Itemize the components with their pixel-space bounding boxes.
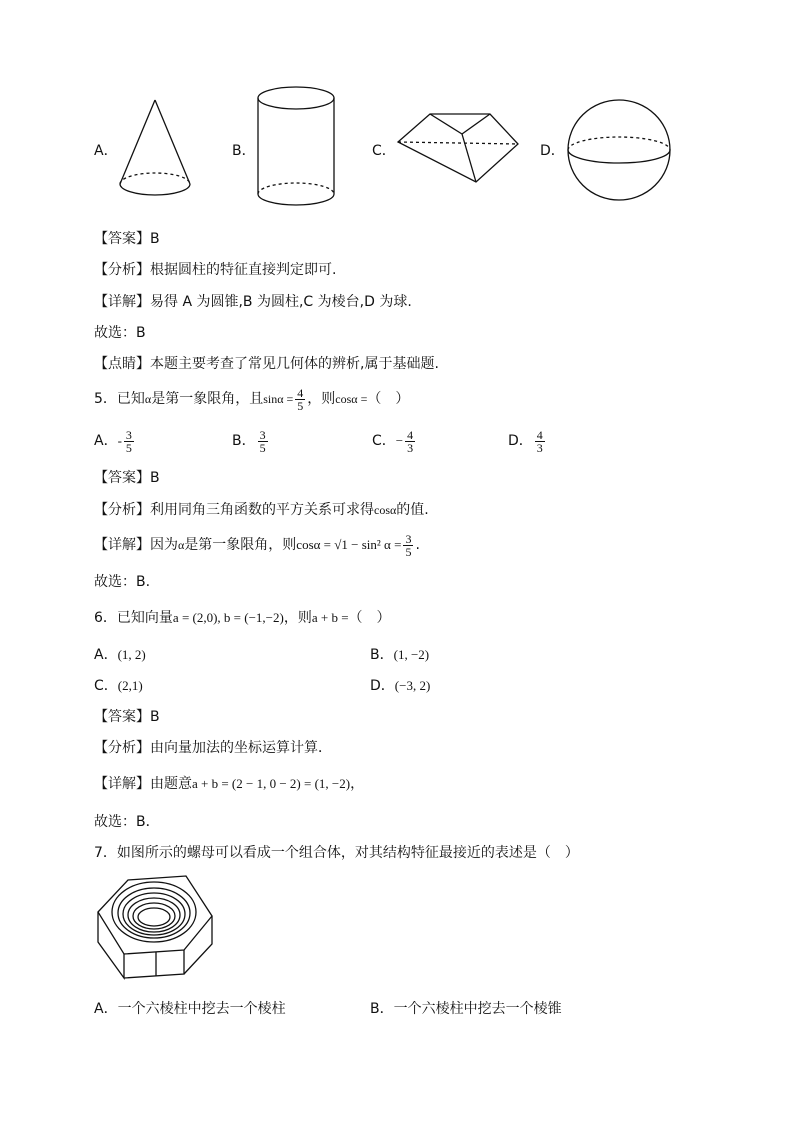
frustum-figure xyxy=(392,108,522,188)
q5-option-c: C．− $\frac{4}{3}$ xyxy=(372,427,414,455)
q5-option-d: D． $\frac{4}{3}$ xyxy=(508,427,543,455)
cylinder-figure xyxy=(252,84,342,214)
cone-figure xyxy=(112,96,200,200)
q6-option-b: B．(1, −2) xyxy=(370,647,430,663)
q6-stem: 6．已知向量a = (2,0), b = (−1,−2)，则a + b =（ ） xyxy=(94,610,391,626)
q6-detail: 【详解】由题意a + b = (2 − 1, 0 − 2) = (1, −2)， xyxy=(94,776,365,792)
q6-option-a: A．(1, 2) xyxy=(94,647,146,663)
q6-choose: 故选：B． xyxy=(94,814,160,830)
option-b-label: B． xyxy=(232,143,256,159)
q5-answer: 【答案】B xyxy=(94,470,160,486)
q5-choose: 故选：B. xyxy=(94,574,151,590)
option-a-label: A． xyxy=(94,143,118,159)
q4-answer: 【答案】B xyxy=(94,231,160,247)
q7-option-a: A．一个六棱柱中挖去一个棱柱 xyxy=(94,1001,286,1017)
q6-option-c: C．(2,1) xyxy=(94,678,143,694)
hex-nut-figure xyxy=(94,872,216,984)
q6-option-d: D．(−3, 2) xyxy=(370,678,431,694)
option-c-label: C． xyxy=(372,143,396,159)
q5-option-b: B． $\frac{3}{5}$ xyxy=(232,427,266,455)
q5-option-a: A．- $\frac{3}{5}$ xyxy=(94,427,132,455)
q7-stem: 7．如图所示的螺母可以看成一个组合体，对其结构特征最接近的表述是（ ） xyxy=(94,845,579,861)
q6-analysis: 【分析】由向量加法的坐标运算计算． xyxy=(94,740,332,756)
q5-stem: 5．已知α是第一象限角，且sinα = $\frac{4}{5}$ ，则cosα =（ ） xyxy=(94,385,410,413)
q5-detail: 【详解】因为α是第一象限角，则cosα = √1 − sin² α = $\frac{3}{5}$ . xyxy=(94,531,420,559)
option-d-label: D． xyxy=(540,143,565,159)
q6-answer: 【答案】B xyxy=(94,709,160,725)
q4-choose: 故选：B xyxy=(94,325,146,341)
sphere-figure xyxy=(564,96,676,206)
q4-comment: 【点睛】本题主要考查了常见几何体的辨析,属于基础题. xyxy=(94,356,439,372)
q7-option-b: B．一个六棱柱中挖去一个棱锥 xyxy=(370,1001,562,1017)
q5-analysis: 【分析】利用同角三角函数的平方关系可求得cosα的值. xyxy=(94,502,429,518)
q4-detail: 【详解】易得 A 为圆锥,B 为圆柱,C 为棱台,D 为球. xyxy=(94,294,412,310)
q4-analysis: 【分析】根据圆柱的特征直接判定即可. xyxy=(94,262,337,278)
